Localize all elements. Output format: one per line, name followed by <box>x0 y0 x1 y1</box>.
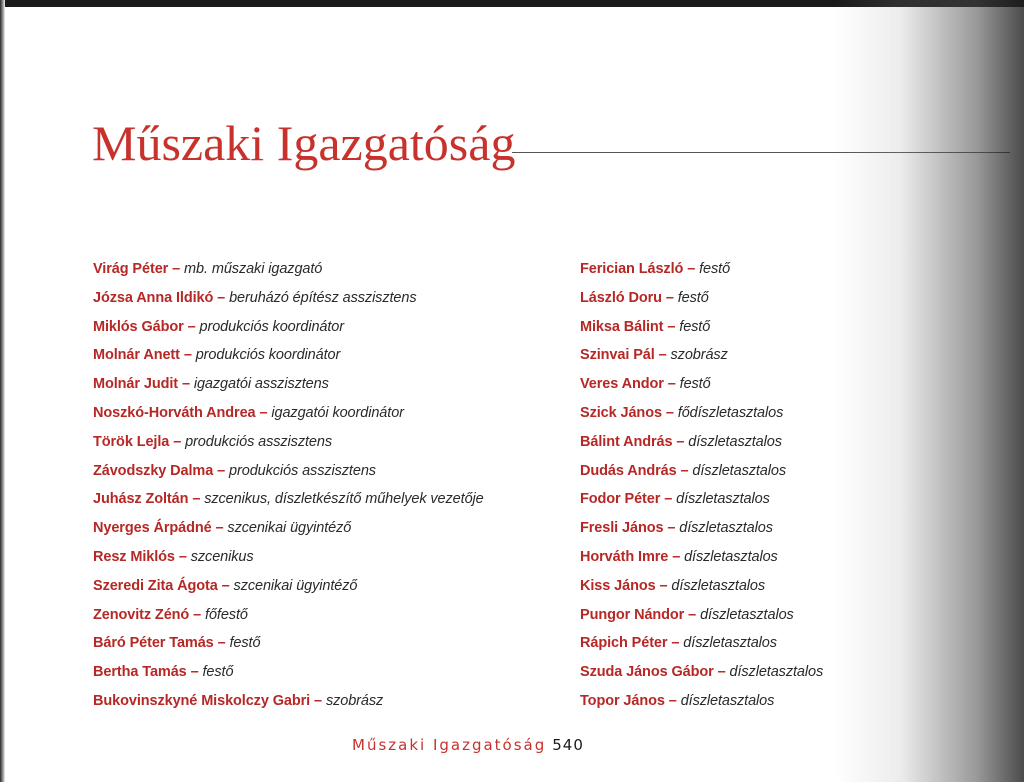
separator-dash: – <box>687 261 696 277</box>
separator-dash: – <box>671 635 680 652</box>
staff-name: Juhász Zoltán <box>93 491 189 508</box>
staff-role: díszletasztalos <box>671 577 766 594</box>
separator-dash: – <box>215 520 224 537</box>
staff-name: Fodor Péter <box>580 491 661 508</box>
staff-name: Szick János <box>580 404 662 421</box>
separator-dash: – <box>221 577 230 594</box>
staff-entry <box>93 572 484 601</box>
page-left-edge <box>0 0 5 782</box>
staff-entry <box>93 485 484 514</box>
separator-dash: – <box>173 433 182 450</box>
staff-entry <box>580 428 823 457</box>
staff-role: festő <box>699 261 731 277</box>
staff-name: Miklós Gábor <box>93 318 184 335</box>
staff-entry <box>580 629 823 658</box>
staff-name: Molnár Judit <box>93 376 178 393</box>
staff-entry <box>93 313 484 342</box>
staff-role: produkciós asszisztens <box>229 462 376 479</box>
page-top-edge <box>0 0 1024 7</box>
staff-role: igazgatói koordinátor <box>271 404 404 421</box>
staff-role: főfestő <box>205 606 248 623</box>
staff-role: díszletasztalos <box>679 520 773 537</box>
staff-name: Bertha Tamás <box>93 664 187 681</box>
separator-dash: – <box>667 520 676 537</box>
staff-name: Zenovitz Zénó <box>93 606 190 623</box>
staff-role: szobrász <box>670 347 728 364</box>
separator-dash: – <box>183 347 192 364</box>
staff-role: mb. műszaki igazgató <box>184 261 323 277</box>
staff-name: Horváth Imre <box>580 548 669 565</box>
staff-role: festő <box>679 376 711 393</box>
staff-role: díszletasztalos <box>688 433 782 450</box>
staff-name: Topor János <box>580 692 665 709</box>
staff-entry <box>93 543 484 572</box>
separator-dash: – <box>658 347 667 364</box>
separator-dash: – <box>217 289 226 306</box>
staff-entry <box>580 687 823 716</box>
staff-name: Resz Miklós <box>93 548 175 565</box>
staff-name: Veres Andor <box>580 376 664 393</box>
staff-name: Ferician László <box>580 261 684 277</box>
staff-role: szcenikus, díszletkészítő műhelyek vezetője <box>204 491 484 508</box>
staff-role: produkciós asszisztens <box>185 433 332 450</box>
staff-role: szobrász <box>325 692 384 709</box>
staff-entry <box>580 601 823 630</box>
separator-dash: – <box>314 692 322 709</box>
separator-dash: – <box>668 692 677 709</box>
staff-list-left <box>93 255 484 716</box>
staff-name: Pungor Nándor <box>580 606 685 623</box>
staff-role: díszletasztalos <box>692 462 787 479</box>
page-binding-shadow <box>834 0 1024 782</box>
staff-role: díszletasztalos <box>676 491 770 508</box>
separator-dash: – <box>659 577 668 594</box>
staff-entry <box>93 629 484 658</box>
staff-entry <box>580 485 823 514</box>
separator-dash: – <box>192 491 201 508</box>
staff-name: Szinvai Pál <box>580 347 655 364</box>
staff-entry <box>580 341 823 370</box>
staff-entry <box>580 255 823 284</box>
staff-role: produkciós koordinátor <box>195 347 341 364</box>
staff-entry <box>580 399 823 428</box>
title-rule <box>512 152 1010 153</box>
staff-entry <box>580 658 823 687</box>
separator-dash: – <box>172 261 181 277</box>
staff-entry <box>93 399 484 428</box>
staff-name: Bálint András <box>580 433 673 450</box>
staff-name: Báró Péter Tamás <box>93 635 214 652</box>
staff-name: Szuda János Gábor <box>580 664 714 681</box>
page-title: Műszaki Igazgatóság <box>92 115 516 171</box>
staff-entry <box>93 658 484 687</box>
separator-dash: – <box>187 318 196 335</box>
separator-dash: – <box>193 606 202 623</box>
separator-dash: – <box>181 376 190 393</box>
staff-role: díszletasztalos <box>683 635 777 652</box>
staff-name: Török Lejla <box>93 433 170 450</box>
staff-role: festő <box>202 664 234 681</box>
separator-dash: – <box>680 462 689 479</box>
separator-dash: – <box>217 462 226 479</box>
staff-name: Závodszky Dalma <box>93 462 214 479</box>
staff-role: szcenikai ügyintéző <box>233 577 358 594</box>
staff-entry <box>93 687 484 716</box>
staff-role: díszletasztalos <box>700 606 794 623</box>
separator-dash: – <box>688 606 697 623</box>
staff-role: díszletasztalos <box>729 664 824 681</box>
staff-list-right <box>580 255 823 716</box>
staff-role: díszletasztalos <box>684 548 778 565</box>
staff-role: festő <box>677 289 709 306</box>
staff-entry <box>93 255 484 284</box>
staff-name: Rápich Péter <box>580 635 668 652</box>
staff-role: fődíszletasztalos <box>677 404 784 421</box>
separator-dash: – <box>259 404 268 421</box>
staff-name: Virág Péter <box>93 261 169 277</box>
separator-dash: – <box>667 376 676 393</box>
separator-dash: – <box>665 404 674 421</box>
staff-role: igazgatói asszisztens <box>193 376 329 393</box>
staff-entry <box>580 514 823 543</box>
staff-name: Kiss János <box>580 577 656 594</box>
separator-dash: – <box>664 491 673 508</box>
staff-role: szcenikus <box>190 548 254 565</box>
staff-entry <box>580 284 823 313</box>
staff-name: Miksa Bálint <box>580 318 664 335</box>
separator-dash: – <box>665 289 674 306</box>
staff-name: Bukovinszkyné Miskolczy Gabri <box>93 692 311 709</box>
staff-role: szcenikai ügyintéző <box>227 520 352 537</box>
staff-entry <box>580 457 823 486</box>
staff-name: Szeredi Zita Ágota <box>93 577 218 594</box>
footer-section-title: Műszaki Igazgatóság <box>352 736 547 754</box>
page-footer <box>352 736 584 754</box>
separator-dash: – <box>178 548 187 565</box>
staff-entry <box>93 601 484 630</box>
staff-entry <box>93 514 484 543</box>
staff-entry <box>93 457 484 486</box>
staff-entry <box>580 543 823 572</box>
staff-entry <box>580 572 823 601</box>
separator-dash: – <box>672 548 681 565</box>
separator-dash: – <box>667 318 676 335</box>
staff-name: Fresli János <box>580 520 664 537</box>
staff-role: díszletasztalos <box>680 692 775 709</box>
page-number: 540 <box>552 736 584 754</box>
staff-role: festő <box>229 635 261 652</box>
separator-dash: – <box>217 635 226 652</box>
staff-entry <box>93 284 484 313</box>
staff-role: festő <box>679 318 711 335</box>
separator-dash: – <box>190 664 199 681</box>
staff-entry <box>580 370 823 399</box>
staff-entry <box>93 370 484 399</box>
staff-name: Dudás András <box>580 462 677 479</box>
staff-name: Noszkó-Horváth Andrea <box>93 404 256 421</box>
staff-name: László Doru <box>580 289 662 306</box>
staff-role: produkciós koordinátor <box>199 318 344 335</box>
separator-dash: – <box>717 664 726 681</box>
staff-name: Józsa Anna Ildikó <box>93 289 214 306</box>
staff-name: Nyerges Árpádné <box>93 520 212 537</box>
staff-entry <box>93 428 484 457</box>
staff-entry <box>93 341 484 370</box>
staff-role: beruházó építész asszisztens <box>229 289 417 306</box>
separator-dash: – <box>676 433 685 450</box>
staff-name: Molnár Anett <box>93 347 180 364</box>
staff-entry <box>580 313 823 342</box>
